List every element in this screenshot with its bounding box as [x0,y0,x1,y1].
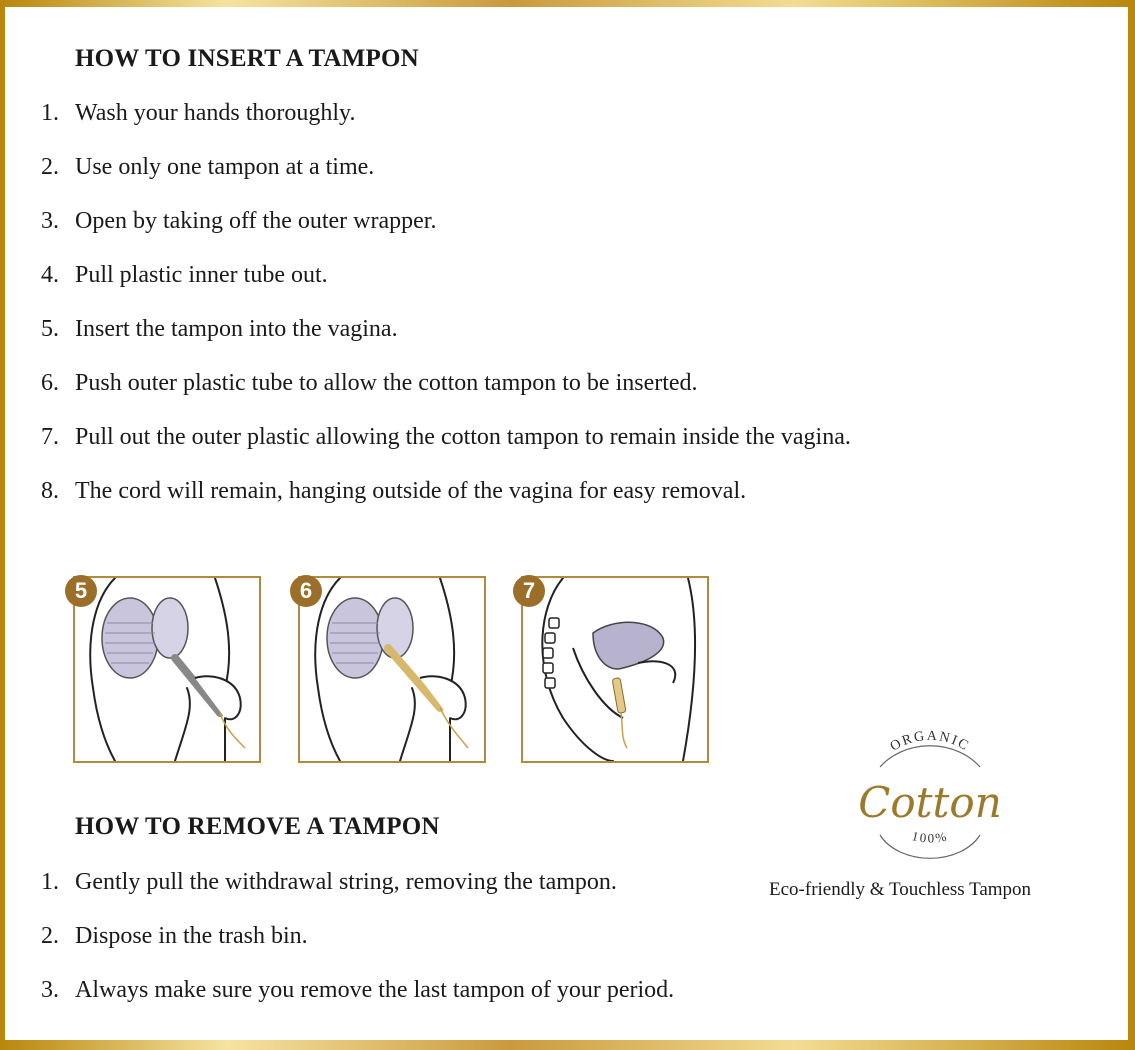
step-text: Pull plastic inner tube out. [75,262,328,288]
list-item: 1. Wash your hands thoroughly. [41,98,851,152]
list-item: 8. The cord will remain, hanging outside of the vagina for easy removal. [41,476,851,530]
tagline: Eco-friendly & Touchless Tampon [769,879,1032,900]
insertion-illustration-icon [75,578,259,761]
list-item: 7. Pull out the outer plastic allowing the cotton tampon to remain inside the vagina. [41,422,851,476]
step-badge-6: 6 [290,575,322,607]
step-text: Open by taking off the outer wrapper. [75,208,437,234]
step-text: The cord will remain, hanging outside of the vagina for easy removal. [75,478,747,504]
tampon-inside-illustration-icon [523,578,707,761]
instruction-card [5,7,1128,1040]
step-badge-5: 5 [65,575,97,607]
svg-text:100%: 100% [910,828,950,846]
remove-steps-list [41,867,674,1029]
remove-heading: HOW TO REMOVE A TAMPON [75,813,440,840]
step-text: Insert the tampon into the vagina. [75,316,398,342]
list-item: 2. Use only one tampon at a time. [41,152,851,206]
step-text: Gently pull the withdrawal string, removing the tampon. [75,869,617,895]
svg-text:Cotton: Cotton [858,778,1002,827]
push-tube-illustration-icon [300,578,484,761]
list-item: 4. Pull plastic inner tube out. [41,260,851,314]
illustration-panel-5 [73,576,261,763]
list-item: 5. Insert the tampon into the vagina. [41,314,851,368]
insert-steps-list [41,98,851,530]
step-text: Use only one tampon at a time. [75,154,375,180]
list-item: 1. Gently pull the withdrawal string, removing the tampon. [41,867,674,921]
illustration-panel-7 [521,576,709,763]
list-item: 6. Push outer plastic tube to allow the cotton tampon to be inserted. [41,368,851,422]
step-text: Pull out the outer plastic allowing the cotton tampon to remain inside the vagina. [75,424,851,450]
step-text: Always make sure you remove the last tampon of your period. [75,977,675,1003]
organic-cotton-logo-icon [840,725,1020,865]
step-text: Wash your hands thoroughly. [75,100,356,126]
list-item: 3. Open by taking off the outer wrapper. [41,206,851,260]
step-badge-7: 7 [513,575,545,607]
list-item: 2. Dispose in the trash bin. [41,921,674,975]
illustration-panel-6 [298,576,486,763]
svg-text:ORGANIC: ORGANIC [887,728,973,755]
list-item: 3. Always make sure you remove the last tampon of your period. [41,975,674,1029]
step-text: Dispose in the trash bin. [75,923,308,949]
step-text: Push outer plastic tube to allow the cotton tampon to be inserted. [75,370,698,396]
insert-heading: HOW TO INSERT A TAMPON [75,45,419,72]
